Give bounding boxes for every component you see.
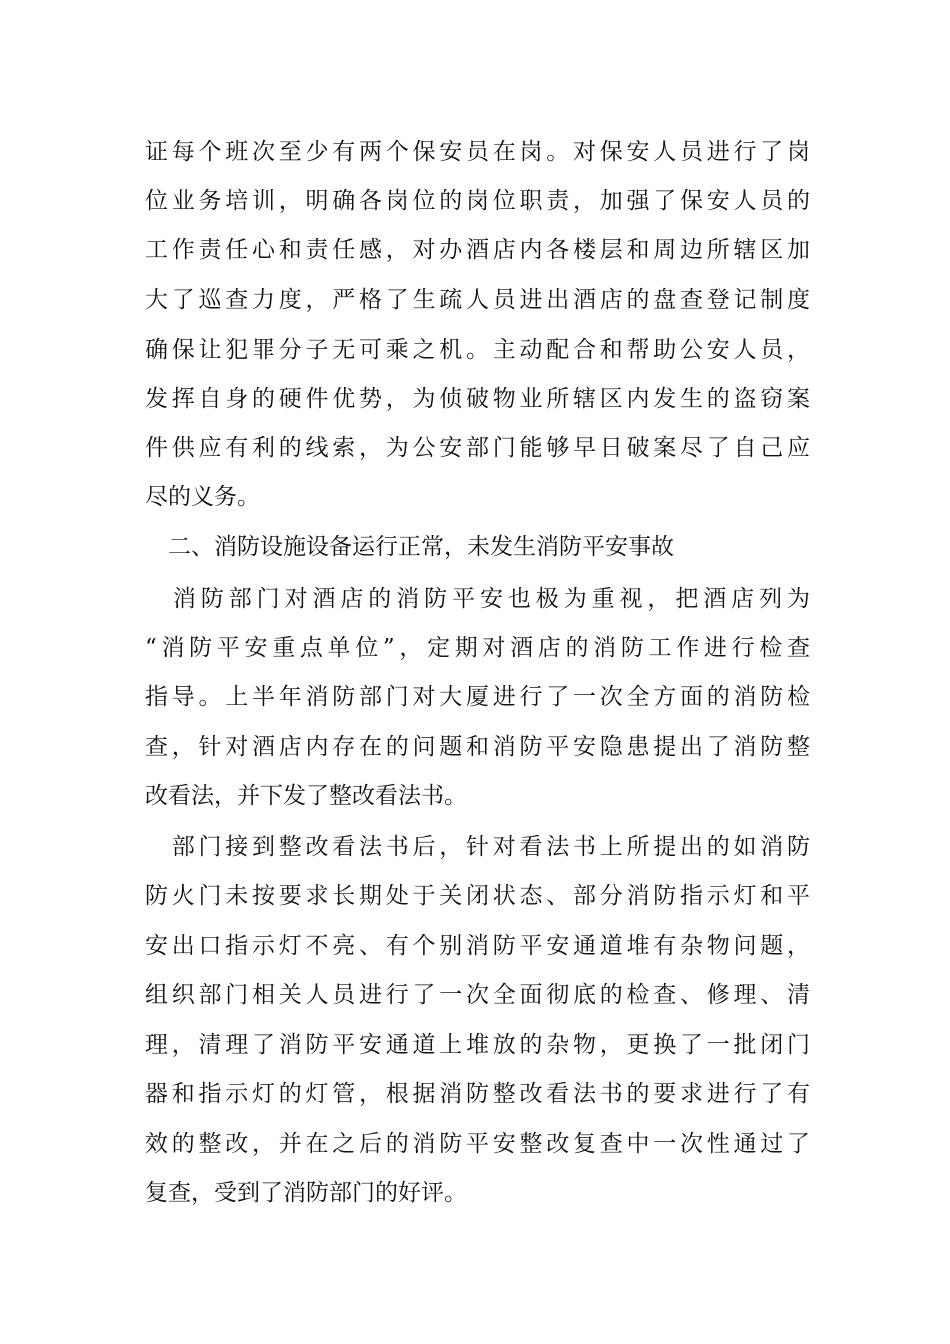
text-line: 指导。上半年消防部门对大厦进行了一次全方面的消防检 — [145, 684, 810, 710]
text-line: 改看法，并下发了整改看法书。 — [145, 783, 467, 809]
text-line: 复查，受到了消防部门的好评。 — [145, 1180, 467, 1206]
text-line: 部门接到整改看法书后，针对看法书上所提出的如消防 — [145, 834, 810, 860]
text-line: 组织部门相关人员进行了一次全面彻底的检查、修理、清 — [145, 982, 810, 1008]
text-line: 大了巡查力度，严格了生疏人员进出酒店的盘查登记制度 — [145, 287, 810, 313]
section-heading: 二、消防设施设备运行正常，未发生消防平安事故 — [145, 534, 674, 560]
text-line: 件供应有利的线索，为公安部门能够早日破案尽了自己应 — [145, 435, 810, 461]
text-line: 安出口指示灯不亮、有个别消防平安通道堆有杂物问题， — [145, 933, 810, 959]
text-line: 尽的义务。 — [145, 484, 260, 510]
text-line: 证每个班次至少有两个保安员在岗。对保安人员进行了岗 — [145, 139, 810, 165]
text-line: 确保让犯罪分子无可乘之机。主动配合和帮助公安人员， — [145, 337, 810, 363]
text-line: 位业务培训，明确各岗位的岗位职责，加强了保安人员的 — [145, 188, 810, 214]
text-line: 理，清理了消防平安通道上堆放的杂物，更换了一批闭门 — [145, 1032, 810, 1058]
text-line: 发挥自身的硬件优势，为侦破物业所辖区内发生的盗窃案 — [145, 386, 810, 412]
text-line: 器和指示灯的灯管，根据消防整改看法书的要求进行了有 — [145, 1081, 810, 1107]
text-line: 工作责任心和责任感，对办酒店内各楼层和周边所辖区加 — [145, 237, 810, 263]
text-line: “消防平安重点单位”，定期对酒店的消防工作进行检查 — [145, 635, 810, 661]
text-line: 效的整改，并在之后的消防平安整改复查中一次性通过了 — [145, 1131, 810, 1157]
text-line: 防火门未按要求长期处于关闭状态、部分消防指示灯和平 — [145, 883, 810, 909]
text-line: 查，针对酒店内存在的问题和消防平安隐患提出了消防整 — [145, 734, 810, 760]
text-line: 消防部门对酒店的消防平安也极为重视，把酒店列为 — [145, 586, 810, 612]
